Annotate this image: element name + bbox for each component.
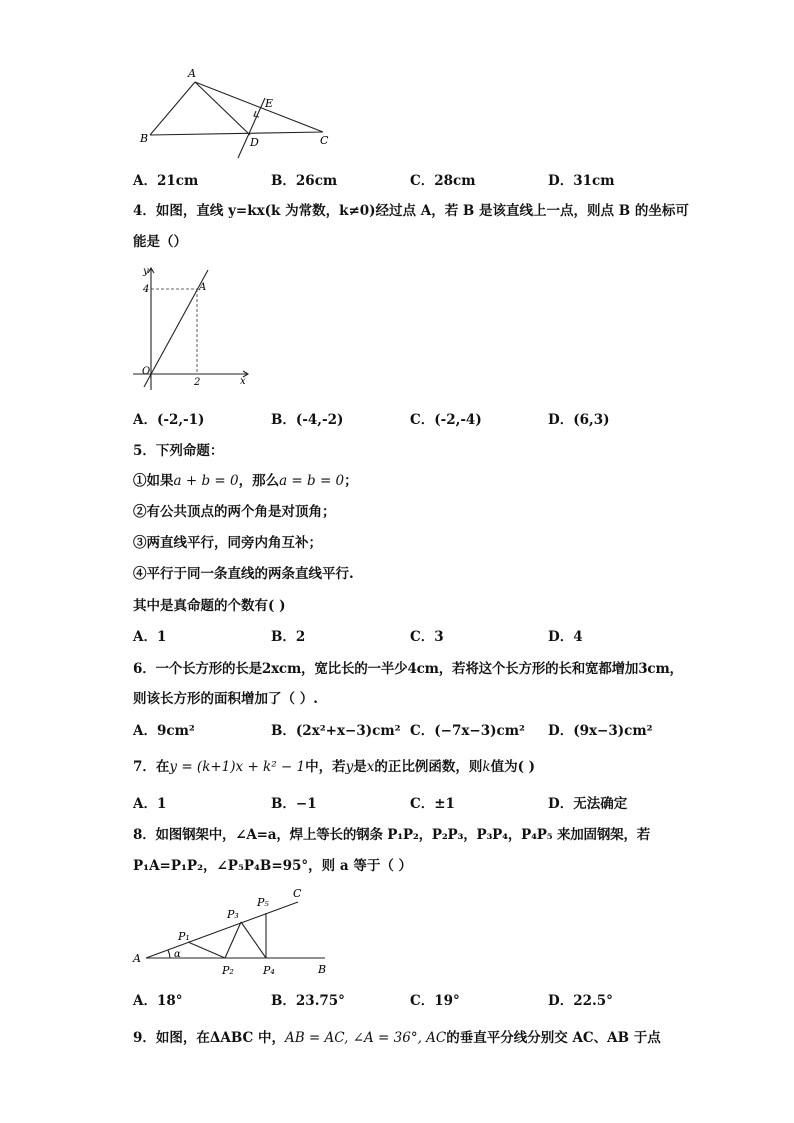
frame-label-p1: P₁ — [178, 930, 190, 943]
y-axis-label: y — [143, 266, 149, 277]
q3-option-d: D．31cm — [548, 173, 615, 189]
q5-statement-4: ④平行于同一条直线的两条直线平行. — [133, 566, 354, 582]
origin-label: O — [142, 366, 151, 377]
frame-label-p2: P₂ — [222, 964, 234, 977]
label-e: E — [265, 97, 274, 110]
q7-option-b: B．−1 — [271, 796, 317, 812]
y-tick-label: 4 — [143, 284, 150, 295]
q8-option-c: C．19° — [410, 993, 460, 1009]
q5-option-b: B．2 — [271, 629, 306, 645]
steel-frame-figure — [130, 882, 340, 980]
label-c: C — [320, 134, 329, 147]
q8-option-b: B．23.75° — [271, 993, 345, 1009]
q5-statement-3: ③两直线平行，同旁内角互补； — [133, 535, 322, 551]
x-tick-label: 2 — [194, 377, 201, 388]
q3-option-c: C．28cm — [410, 173, 476, 189]
q8-option-a: A．18° — [133, 993, 183, 1009]
q3-option-a: A．21cm — [133, 173, 199, 189]
q7-option-c: C．±1 — [410, 796, 455, 812]
triangle-figure — [135, 62, 335, 162]
q7-option-a: A．1 — [133, 796, 167, 812]
q7-text: 7．在y = (k+1)x + k² − 1中，若y是x的正比例函数，则k值为( ) — [133, 759, 536, 775]
q3-option-b: B．26cm — [271, 173, 338, 189]
q6-text-line2: 则该长方形的面积增加了（ ）. — [133, 691, 318, 707]
q4-option-a: A．(-2,-1) — [133, 412, 205, 428]
x-axis-label: x — [240, 376, 246, 387]
q4-option-b: B．(-4,-2) — [271, 412, 344, 428]
q6-option-c: C．(−7x−3)cm² — [410, 723, 525, 739]
frame-label-p4: P₄ — [263, 964, 275, 977]
frame-label-p5: P₅ — [257, 896, 269, 909]
q5-option-c: C．3 — [410, 629, 444, 645]
q6-option-a: A．9cm² — [133, 723, 195, 739]
coordinate-graph — [130, 262, 255, 392]
q4-text-line2: 能是（） — [133, 234, 187, 250]
frame-label-p3: P₃ — [227, 908, 239, 921]
point-a-label: A — [199, 282, 207, 293]
q9-text: 9．如图，在ΔABC 中，AB = AC, ∠A = 36°, AC的垂直平分线分别交 AC、AB 于点 — [133, 1030, 661, 1046]
frame-label-alpha: α — [174, 949, 181, 960]
label-d: D — [250, 136, 259, 149]
frame-label-a: A — [133, 952, 141, 965]
q5-option-a: A．1 — [133, 629, 167, 645]
q6-option-b: B．(2x²+x−3)cm² — [271, 723, 401, 739]
frame-label-c: C — [293, 887, 302, 900]
q4-option-d: D．(6,3) — [548, 412, 610, 428]
label-a: A — [188, 67, 196, 80]
q6-text-line1: 6．一个长方形的长是2xcm，宽比长的一半少4cm，若将这个长方形的长和宽都增加3cm， — [133, 661, 683, 677]
q4-text-line1: 4．如图，直线 y=kx(k 为常数，k≠0)经过点 A，若 B 是该直线上一点，则点 B 的坐标可 — [133, 203, 689, 219]
q5-question: 其中是真命题的个数有( ) — [133, 598, 286, 614]
q4-option-c: C．(-2,-4) — [410, 412, 482, 428]
frame-label-b: B — [318, 963, 327, 976]
q8-option-d: D．22.5° — [548, 993, 613, 1009]
q5-option-d: D．4 — [548, 629, 583, 645]
q6-option-d: D．(9x−3)cm² — [548, 723, 653, 739]
q8-text-line2: P₁A=P₁P₂，∠P₅P₄B=95°，则 a 等于（ ） — [133, 858, 413, 874]
q5-title: 5．下列命题： — [133, 443, 224, 459]
q5-statement-2: ②有公共顶点的两个角是对顶角； — [133, 504, 336, 520]
q7-option-d: D．无法确定 — [548, 796, 628, 812]
label-b: B — [140, 132, 149, 145]
q5-statement-1: ①如果a + b = 0，那么a = b = 0； — [133, 473, 358, 489]
q8-text-line1: 8．如图钢架中，∠A=a，焊上等长的钢条 P₁P₂，P₂P₃，P₃P₄，P₄P₅ 来加固钢架，若 — [133, 827, 651, 843]
